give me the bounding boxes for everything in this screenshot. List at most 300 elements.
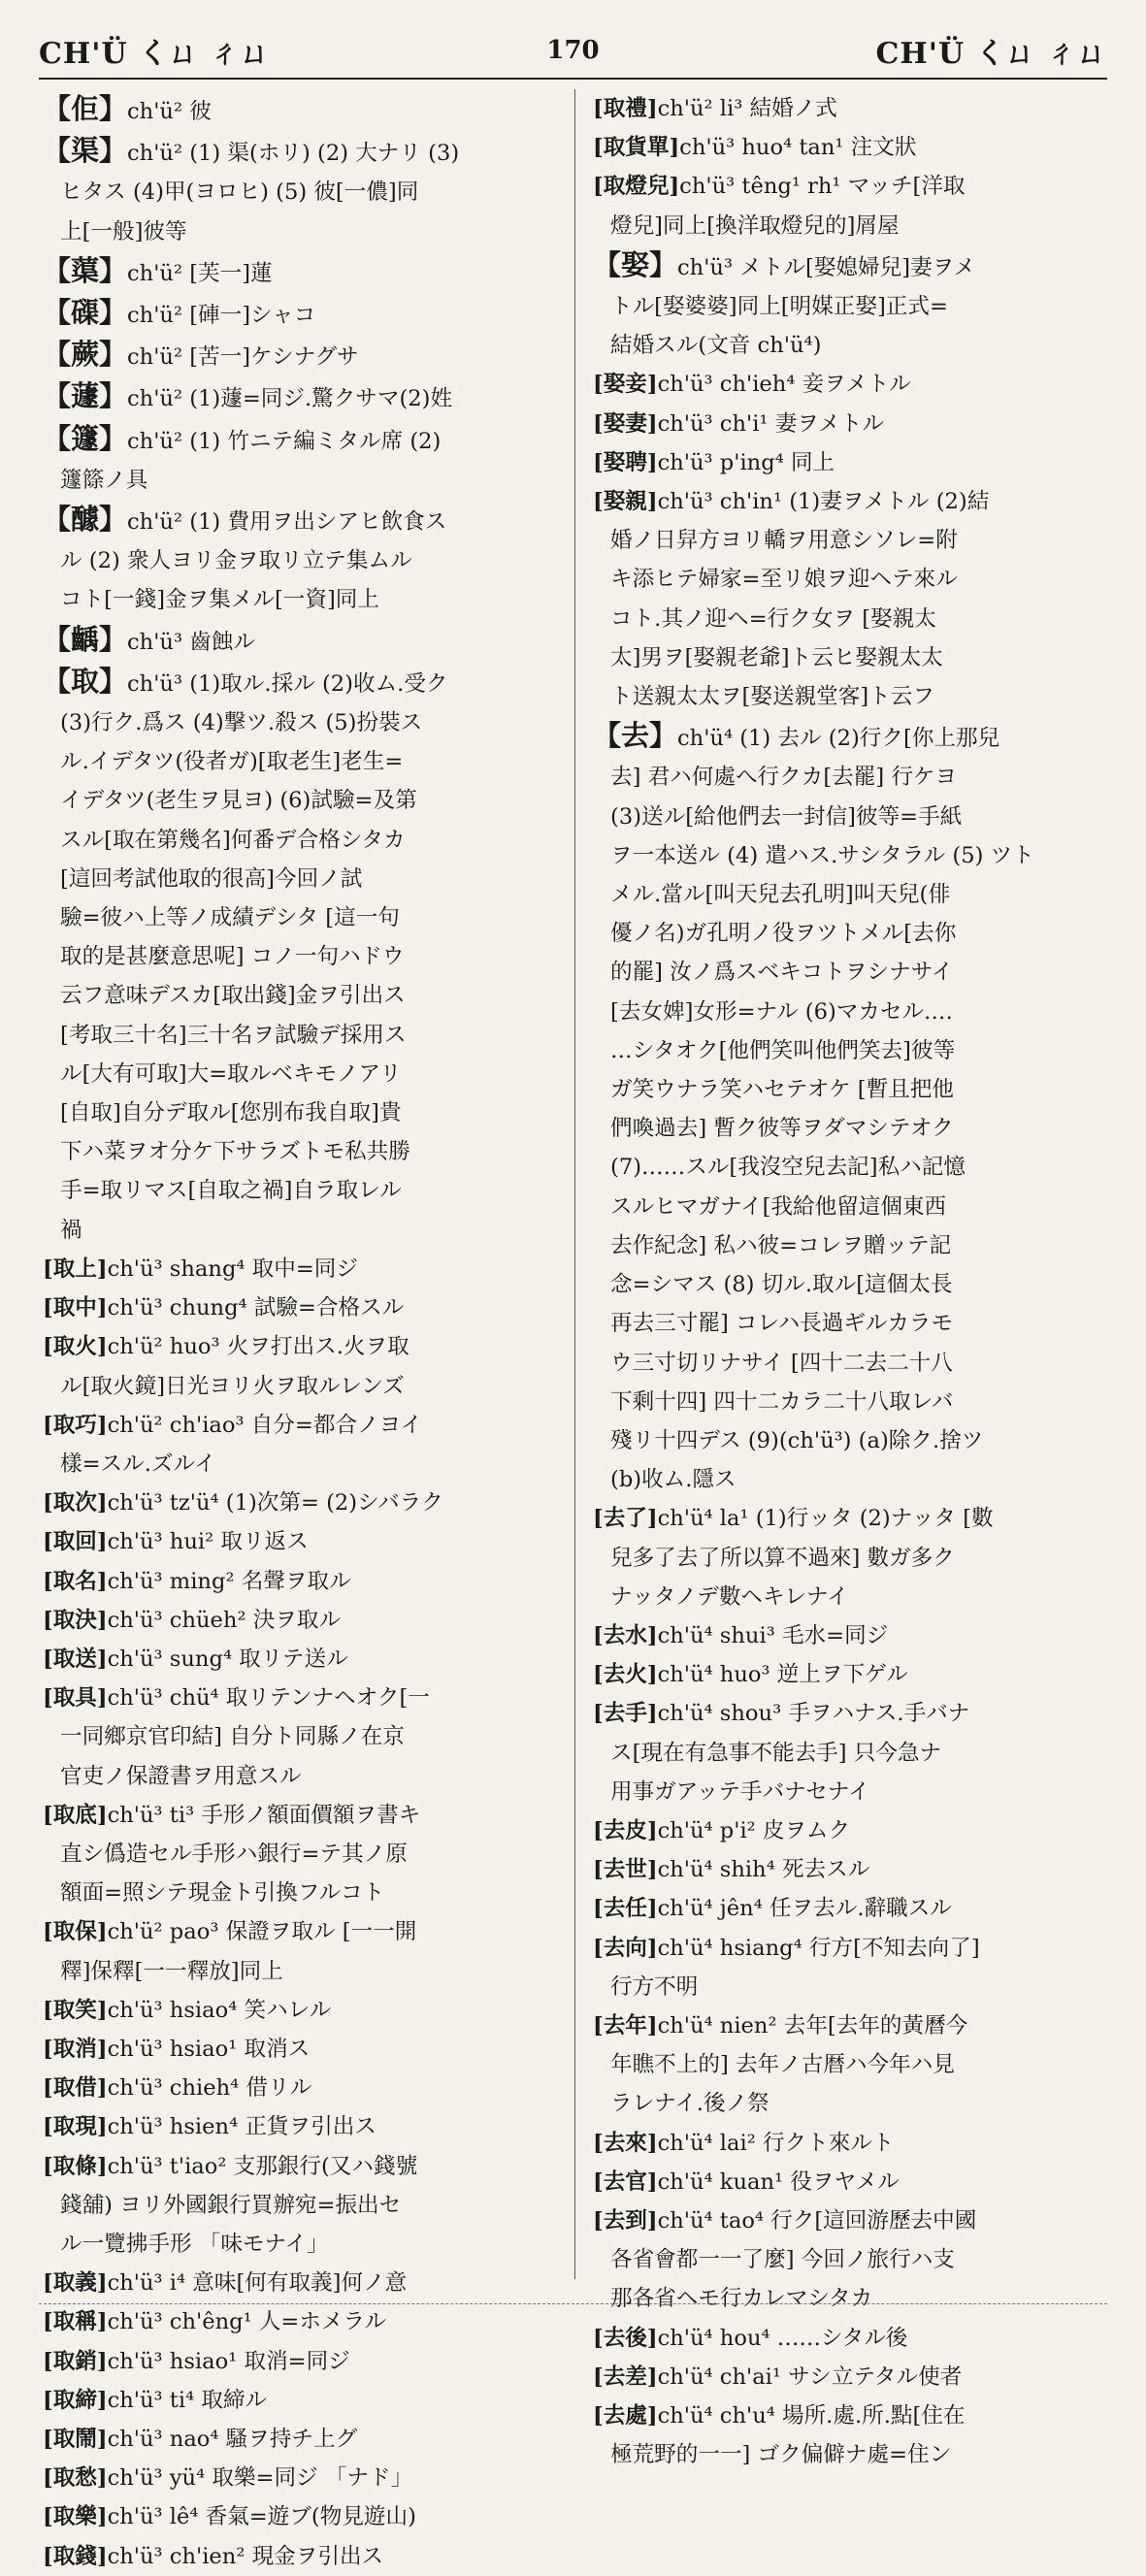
entry-headword: 【蕨】: [43, 338, 128, 372]
dictionary-entry: [43, 1640, 563, 1679]
entry-continuation-line: [593, 1031, 1113, 1070]
entry-continuation-line: [43, 461, 563, 500]
entry-text: 殘リ十四デス (9)(ch'ü³) (a)除ク.捨ツ: [610, 1427, 984, 1453]
entry-continuation-line: [43, 1093, 563, 1132]
entry-continuation-line: [43, 821, 563, 860]
entry-text: 一同鄉京官印結] 自分ト同縣ノ在京: [60, 1724, 405, 1750]
entry-continuation-line: [593, 914, 1113, 953]
entry-headword: [取次]: [43, 1490, 108, 1516]
entry-continuation-line: [593, 326, 1113, 365]
entry-first-line: [43, 2302, 563, 2341]
entry-first-line: [43, 1912, 563, 1951]
entry-continuation-line: [43, 703, 563, 742]
entry-first-line: [43, 1796, 563, 1835]
entry-first-line: [593, 2163, 1113, 2201]
dictionary-entry: [43, 251, 563, 293]
entry-first-line: [43, 335, 563, 376]
dictionary-entry: [43, 1327, 563, 1405]
entry-text: ル.イデタツ(役者ガ)[取老生]老生=: [60, 749, 404, 775]
entry-continuation-line: [43, 1445, 563, 1484]
entry-first-line: [593, 365, 1113, 404]
entry-continuation-line: [43, 1874, 563, 1912]
entry-headword: [取愁]: [43, 2465, 108, 2492]
entry-text: ch'ü³ chieh⁴ 借リル: [107, 2075, 312, 2102]
entry-first-line: [593, 167, 1113, 206]
dictionary-entry: [43, 2107, 563, 2146]
entry-continuation-line: [593, 798, 1113, 836]
entry-text: ch'ü³ ch'ien² 現金ヲ引出ス: [107, 2543, 384, 2569]
entry-first-line: [43, 419, 563, 461]
entry-text: ch'ü² [苦一]ケシナグサ: [127, 344, 359, 371]
entry-first-line: [593, 1694, 1113, 1733]
dictionary-entry: [593, 1655, 1113, 1694]
dictionary-entry: [593, 2358, 1113, 2397]
entry-text: 各省會都一一了麼] 今回ノ旅行ハ支: [610, 2247, 955, 2273]
entry-continuation-line: [593, 600, 1113, 638]
dictionary-entry: [43, 2459, 563, 2497]
entry-first-line: [593, 1811, 1113, 1850]
dictionary-entry: [43, 293, 563, 335]
entry-headword: [取禮]: [593, 96, 658, 121]
entry-text: ch'ü⁴ shui³ 毛水=同ジ: [657, 1622, 889, 1648]
dictionary-entry: [43, 2030, 563, 2069]
dictionary-entry: [43, 2342, 563, 2381]
entry-first-line: [593, 1850, 1113, 1889]
dictionary-entry: [43, 500, 563, 620]
entry-continuation-line: [43, 541, 563, 580]
dictionary-entry: [593, 2006, 1113, 2124]
entry-first-line: [43, 2537, 563, 2576]
entry-headword: [娶聘]: [593, 449, 658, 475]
entry-text: ch'ü² (1) 渠(ホリ) (2) 大ナリ (3): [127, 141, 460, 167]
entry-first-line: [593, 716, 1113, 758]
entry-first-line: [43, 1327, 563, 1366]
dictionary-entry: [43, 2302, 563, 2341]
entry-first-line: [593, 1499, 1113, 1538]
entry-headword: [取名]: [43, 1568, 108, 1594]
entry-first-line: [43, 1991, 563, 2030]
dictionary-entry: [43, 662, 563, 1250]
dictionary-entry: [43, 335, 563, 376]
entry-first-line: [593, 2319, 1113, 2358]
entry-first-line: [43, 251, 563, 293]
entry-text: ch'ü⁴ tao⁴ 行ク[這回游歷去中國: [657, 2207, 977, 2234]
entry-continuation-line: [593, 560, 1113, 599]
entry-continuation-line: [593, 875, 1113, 914]
dictionary-entry: [593, 2124, 1113, 2163]
entry-continuation-line: [593, 1539, 1113, 1578]
entry-text: ル[大有可取]大=取ルベキモノアリ: [60, 1060, 402, 1087]
entry-headword: [去水]: [593, 1622, 658, 1648]
dictionary-entry: [43, 131, 563, 251]
entry-headword: [取送]: [43, 1646, 108, 1672]
entry-text: 極荒野的一一] ゴク偏僻ナ處=住ン: [610, 2442, 952, 2468]
entry-first-line: [43, 293, 563, 335]
entry-continuation-line: [593, 2084, 1113, 2123]
entry-text: ch'ü⁴ ch'ai¹ サシ立テタル使者: [657, 2364, 963, 2390]
entry-first-line: [43, 1406, 563, 1445]
entry-text: ル[取火鏡]日光ヨリ火ヲ取ルレンズ: [60, 1373, 405, 1399]
entry-text: ch'ü⁴ shou³ 手ヲハナス.手バナ: [657, 1701, 970, 1727]
entry-text: ch'ü² (1) 竹ニテ編ミタル席 (2): [127, 428, 442, 454]
footer-rule: [39, 2303, 1107, 2304]
entry-headword: [取笑]: [43, 1997, 108, 2023]
entry-headword: [取燈兒]: [593, 174, 680, 200]
entry-first-line: [43, 1484, 563, 1522]
entry-text: イデタツ(老生ヲ見ヨ) (6)試驗=及第: [60, 788, 417, 814]
entry-text: キ添ヒテ婦家=至リ娘ヲ迎ヘテ來ル: [610, 567, 958, 593]
dictionary-entry: [593, 2397, 1113, 2474]
dictionary-entry: [43, 1406, 563, 1484]
entry-first-line: [593, 1929, 1113, 1968]
entry-text: ch'ü³ lê⁴ 香氣=遊ブ(物見遊山): [107, 2504, 416, 2530]
entry-text: ch'ü⁴ ch'u⁴ 場所.處.所.點[住在: [657, 2402, 966, 2429]
entry-text: ル (2) 衆人ヨリ金ヲ取リ立テ集ムル: [60, 548, 412, 574]
entry-first-line: [43, 2030, 563, 2069]
entry-first-line: [43, 131, 563, 173]
entry-text: ル一覽拂手形 「味モナイ」: [60, 2231, 329, 2257]
entry-headword: [去了]: [593, 1506, 658, 1532]
dictionary-entry: [593, 167, 1113, 245]
entry-text: ガ笑ウナラ笑ハセテオケ [暫且把他: [610, 1077, 954, 1103]
entry-text: ch'ü³ hsiao¹ 取消=同ジ: [107, 2348, 350, 2374]
entry-headword: 【佢】: [43, 92, 128, 125]
entry-headword: 【蕖】: [43, 253, 128, 287]
entry-headword: [去火]: [593, 1662, 658, 1688]
entry-text: ラレナイ.後ノ祭: [610, 2091, 769, 2117]
entry-text: ch'ü² huo³ 火ヲ打出ス.火ヲ取: [107, 1334, 409, 1360]
entry-text: 官吏ノ保證書ヲ用意スル: [60, 1763, 302, 1789]
entry-text: 取的是甚麼意思呢] コノ一句ハドウ: [60, 944, 405, 970]
entry-first-line: [43, 1250, 563, 1288]
entry-continuation-line: [593, 1188, 1113, 1226]
entry-continuation-line: [593, 953, 1113, 992]
entry-text: 兒多了去了所以算不過來] 數ガ多ク: [610, 1545, 955, 1571]
entry-text: 去作紀念] 私ハ彼=コレヲ贈ッテ記: [610, 1232, 952, 1258]
entry-first-line: [593, 443, 1113, 482]
entry-text: 去] 君ハ何處へ行クカ[去罷] 行ケヨ: [610, 765, 958, 791]
entry-text: 那各省ヘモ行カレマシタカ: [610, 2286, 873, 2312]
entry-text: ch'ü³ yü⁴ 取樂=同ジ 「ナド」: [107, 2465, 413, 2492]
entry-continuation-line: [43, 898, 563, 937]
entry-headword: [取稱]: [43, 2309, 108, 2335]
entry-continuation-line: [593, 1148, 1113, 1187]
entry-continuation-line: [593, 1734, 1113, 1773]
entry-text: [這回考試他取的很高]今回ノ試: [60, 865, 363, 892]
entry-text: ch'ü³ ch'êng¹ 人=ホメラル: [107, 2309, 387, 2335]
running-head-left: CH'Ü くㄩ ㄔㄩ: [39, 37, 271, 71]
entry-continuation-line: [593, 1968, 1113, 2006]
dictionary-entry: [593, 89, 1113, 128]
entry-text: 再去三寸罷] コレハ長過ギルカラモ: [610, 1311, 954, 1337]
entry-text: 額面=照シテ現金ト引換フルコト: [60, 1880, 385, 1907]
entry-continuation-line: [593, 1421, 1113, 1460]
dictionary-entry: [43, 2381, 563, 2420]
entry-text: ch'ü⁴ nien² 去年[去年的黃曆今: [657, 2012, 968, 2038]
entry-continuation-line: [593, 2435, 1113, 2474]
entry-first-line: [593, 482, 1113, 521]
entry-text: 禍: [60, 1217, 82, 1243]
entry-text: ch'ü⁴ shih⁴ 死去スル: [657, 1857, 870, 1883]
entry-text: ch'ü² li³ 結婚ノ式: [657, 96, 837, 121]
entry-first-line: [43, 1562, 563, 1601]
entry-text: ch'ü⁴ jên⁴ 任ヲ去ル.辭職スル: [657, 1896, 952, 1922]
entry-text: ch'ü³ i⁴ 意味[何有取義]何ノ意: [107, 2270, 408, 2297]
entry-text: ch'ü⁴ p'i² 皮ヲムク: [657, 1817, 851, 1843]
entry-text: 結婚スル(文音 ch'ü⁴): [610, 333, 822, 359]
entry-first-line: [593, 1616, 1113, 1655]
dictionary-entry: [43, 376, 563, 418]
entry-first-line: [593, 1889, 1113, 1928]
entry-headword: [取現]: [43, 2114, 108, 2140]
dictionary-entry: [43, 2264, 563, 2302]
entry-text: ch'ü³ chung⁴ 試驗=合格スル: [107, 1295, 405, 1321]
entry-first-line: [43, 2069, 563, 2107]
entry-text: 燈兒]同上[換洋取燈兒的]屑屋: [610, 212, 900, 239]
dictionary-entry: [593, 1811, 1113, 1850]
entry-text: ch'ü⁴ lai² 行クト來ルト: [657, 2130, 895, 2156]
entry-text: ch'ü³ ch'i¹ 妻ヲメトル: [657, 410, 884, 437]
entry-text: 們喚過去] 暫ク彼等ヲダマシテオク: [610, 1116, 954, 1142]
entry-text: ch'ü⁴ kuan¹ 役ヲヤメル: [657, 2168, 900, 2195]
entry-continuation-line: [43, 2225, 563, 2264]
entry-continuation-line: [593, 1773, 1113, 1811]
entry-text: ch'ü² 彼: [127, 99, 212, 124]
entry-first-line: [43, 500, 563, 541]
entry-continuation-line: [593, 993, 1113, 1031]
entry-first-line: [593, 405, 1113, 443]
entry-first-line: [593, 245, 1113, 287]
entry-continuation-line: [593, 1578, 1113, 1616]
entry-text: (b)收ム.隱ス: [610, 1467, 737, 1493]
dictionary-entry: [43, 89, 563, 131]
entry-text: 用事ガアッテ手バナセナイ: [610, 1778, 870, 1805]
entry-continuation-line: [593, 1070, 1113, 1109]
entry-headword: [取借]: [43, 2075, 108, 2102]
entry-text: ch'ü³ t'iao² 支那銀行(又ハ錢號: [107, 2153, 418, 2179]
entry-text: 手=取リマス[自取之禍]自ラ取レル: [60, 1178, 402, 1204]
entry-first-line: [43, 2459, 563, 2497]
dictionary-entry: [43, 1484, 563, 1522]
entry-headword: [取條]: [43, 2153, 108, 2179]
dictionary-entry: [593, 128, 1113, 167]
dictionary-entry: [43, 1288, 563, 1327]
entry-text: 錢舖) ヨリ外國銀行買辦宛=振出セ: [60, 2192, 402, 2218]
entry-first-line: [43, 2497, 563, 2536]
dictionary-entry: [593, 405, 1113, 443]
entry-headword: 【取】: [43, 664, 128, 698]
entry-continuation-line: [593, 1265, 1113, 1304]
entry-text: ch'ü³ hsien⁴ 正貨ヲ引出ス: [107, 2114, 377, 2140]
entry-headword: 【渠】: [43, 134, 128, 168]
entry-text: ch'ü³ (1)取ル.採ル (2)收ム.受ク: [127, 670, 448, 697]
entry-first-line: [43, 2381, 563, 2420]
entry-text: コト[一錢]金ヲ集メル[一資]同上: [60, 587, 379, 613]
entry-text: ch'ü³ ch'in¹ (1)妻ヲメトル (2)結: [657, 489, 990, 515]
entry-headword: [娶妻]: [593, 410, 658, 437]
dictionary-entry: [43, 1912, 563, 1990]
entry-headword: [取底]: [43, 1802, 108, 1828]
entry-text: 太]男ヲ[娶親老爺]ト云ヒ娶親太太: [610, 644, 943, 670]
entry-headword: [取錢]: [43, 2543, 108, 2569]
entry-text: ch'ü³ ch'ieh⁴ 妾ヲメトル: [657, 372, 911, 398]
entry-continuation-line: [593, 1304, 1113, 1343]
entry-continuation-line: [43, 1132, 563, 1171]
entry-text: ch'ü² [硨一]シャコ: [127, 303, 316, 329]
entry-continuation-line: [43, 1757, 563, 1796]
entry-headword: [娶妾]: [593, 372, 658, 398]
entry-headword: [去處]: [593, 2402, 658, 2429]
header-rule: [39, 78, 1107, 80]
entry-continuation-line: [43, 860, 563, 898]
entry-continuation-line: [593, 207, 1113, 245]
entry-headword: 【齲】: [43, 622, 128, 656]
dictionary-entry: [593, 1616, 1113, 1655]
entry-text: ch'ü⁴ huo³ 逆上ヲ下ゲル: [657, 1662, 908, 1688]
entry-continuation-line: [593, 1109, 1113, 1148]
entry-text: ch'ü³ tz'ü⁴ (1)次第= (2)シバラク: [107, 1490, 443, 1516]
entry-text: ch'ü⁴ hsiang⁴ 行方[不知去向了]: [657, 1935, 980, 1961]
entry-continuation-line: [593, 287, 1113, 326]
dictionary-entry: [43, 419, 563, 500]
dictionary-entry: [593, 1850, 1113, 1889]
entry-text: ch'ü³ ti⁴ 取締ル: [107, 2387, 268, 2413]
entry-first-line: [43, 1640, 563, 1679]
entry-text: …シタオク[他們笑叫他們笑去]彼等: [610, 1037, 956, 1063]
entry-text: ch'ü³ hsiao⁴ 笑ハレル: [107, 1997, 332, 2023]
entry-continuation-line: [593, 677, 1113, 716]
dictionary-entry: [43, 2537, 563, 2576]
entry-text: ch'ü³ hsiao¹ 取消ス: [107, 2036, 311, 2062]
entry-first-line: [43, 1288, 563, 1327]
entry-headword: [取締]: [43, 2387, 108, 2413]
entry-text: ヒタス (4)甲(ヨロヒ) (5) 彼[一儂]同: [60, 179, 419, 206]
entry-text: 行方不明: [610, 1973, 699, 2000]
dictionary-entry: [43, 1601, 563, 1640]
entry-first-line: [43, 1679, 563, 1717]
entry-headword: 【磲】: [43, 296, 128, 330]
entry-text: 念=シマス (8) 切ル.取ル[這個太長: [610, 1272, 953, 1298]
entry-text: ch'ü⁴ hou⁴ ……シタル後: [657, 2325, 908, 2351]
entry-text: スルヒマガナイ[我給他留這個東西: [610, 1193, 947, 1220]
entry-text: (3)行ク.爲ス (4)撃ツ.殺ス (5)扮裝ス: [60, 710, 423, 736]
dictionary-entry: [593, 443, 1113, 482]
entry-text: ch'ü² (1) 費用ヲ出シアヒ飲食ス: [127, 509, 447, 536]
dictionary-entry: [43, 1991, 563, 2030]
entry-text: スル[取在第幾名]何番デ合格シタカ: [60, 827, 406, 853]
entry-text: ch'ü² ch'iao³ 自分=都合ノヨイ: [107, 1412, 423, 1438]
dictionary-entry: [593, 1929, 1113, 2006]
entry-headword: 【蘧】: [43, 379, 128, 413]
entry-first-line: [43, 662, 563, 703]
dictionary-entry: [43, 1679, 563, 1796]
entry-continuation-line: [593, 521, 1113, 560]
entry-headword: [取貨單]: [593, 135, 680, 161]
entry-text: 年瞧不上的] 去年ノ古暦ハ今年ハ見: [610, 2052, 955, 2078]
entry-first-line: [593, 2006, 1113, 2045]
entry-first-line: [43, 1601, 563, 1640]
entry-text: ch'ü³ nao⁴ 騷ヲ持チ上グ: [107, 2426, 358, 2452]
entry-headword: [取巧]: [43, 1412, 108, 1438]
entry-text: 籧篨ノ具: [60, 467, 148, 493]
entry-text: [自取]自分デ取ル[您別布我自取]貴: [60, 1100, 402, 1126]
entry-first-line: [593, 2124, 1113, 2163]
entry-first-line: [593, 2358, 1113, 2397]
dictionary-entry: [593, 1499, 1113, 1616]
entry-text: ch'ü² pao³ 保證ヲ取ル [一一開: [107, 1919, 417, 1945]
dictionary-entry: [43, 1562, 563, 1601]
entry-headword: 【醵】: [43, 503, 128, 537]
dictionary-entry: [593, 716, 1113, 1499]
dictionary-entry: [43, 1250, 563, 1288]
entry-text: ch'ü³ ti³ 手形ノ額面價額ヲ書キ: [107, 1802, 421, 1828]
entry-continuation-line: [43, 1835, 563, 1874]
entry-headword: [去官]: [593, 2168, 658, 2195]
entry-continuation-line: [43, 1717, 563, 1756]
entry-continuation-line: [43, 212, 563, 251]
entry-text: ch'ü³ メトル[娶媳婦兒]妻ヲメ: [677, 254, 976, 280]
entry-text: 下剩十四] 四十二カラ二十八取レバ: [610, 1388, 954, 1415]
entry-headword: [取決]: [43, 1607, 108, 1633]
entry-text: ch'ü³ chüeh² 決ヲ取ル: [107, 1607, 342, 1633]
entry-first-line: [43, 2147, 563, 2186]
entry-continuation-line: [43, 1952, 563, 1991]
entry-headword: [取中]: [43, 1295, 108, 1321]
entry-text: 婚ノ日舁方ヨリ轎ヲ用意シソレ=附: [610, 528, 958, 554]
entry-text: [考取三十名]三十名ヲ試驗デ採用ス: [60, 1022, 407, 1048]
entry-headword: [去任]: [593, 1896, 658, 1922]
entry-text: ch'ü⁴ (1) 去ル (2)行ク[你上那兒: [677, 726, 1000, 752]
entry-first-line: [593, 89, 1113, 128]
entry-headword: [去皮]: [593, 1817, 658, 1843]
entry-text: ch'ü³ p'ing⁴ 同上: [657, 449, 835, 475]
entry-first-line: [43, 89, 563, 131]
dictionary-entry: [43, 1522, 563, 1561]
entry-continuation-line: [43, 580, 563, 619]
entry-first-line: [43, 2107, 563, 2146]
entry-headword: [取具]: [43, 1685, 108, 1712]
entry-text: ch'ü³ chü⁴ 取リテンナヘオク[一: [107, 1685, 430, 1712]
entry-headword: [取保]: [43, 1919, 108, 1945]
entry-text: ch'ü³ hui² 取リ返ス: [107, 1529, 309, 1555]
entry-first-line: [43, 1522, 563, 1561]
entry-text: ch'ü³ 齒蝕ル: [127, 629, 256, 655]
entry-headword: [取鬧]: [43, 2426, 108, 2452]
entry-text: 的罷] 汝ノ爲スベキコトヲシナサイ: [610, 960, 954, 986]
entry-first-line: [43, 2264, 563, 2302]
entry-text: ch'ü⁴ la¹ (1)行ッタ (2)ナッタ [數: [657, 1506, 994, 1532]
entry-text: [去女婢]女形=ナル (6)マカセル.…: [610, 998, 953, 1025]
entry-continuation-line: [593, 2279, 1113, 2318]
entry-continuation-line: [43, 1016, 563, 1055]
dictionary-entry: [43, 2147, 563, 2265]
entry-headword: [去到]: [593, 2207, 658, 2234]
entry-first-line: [43, 2420, 563, 2459]
entry-continuation-line: [593, 2240, 1113, 2279]
dictionary-entry: [593, 1694, 1113, 1811]
entry-first-line: [43, 2342, 563, 2381]
dictionary-entry: [593, 245, 1113, 366]
entry-headword: [取銷]: [43, 2348, 108, 2374]
entry-headword: [取火]: [43, 1334, 108, 1360]
entry-headword: [取回]: [43, 1529, 108, 1555]
entry-continuation-line: [593, 2045, 1113, 2084]
entry-first-line: [43, 620, 563, 662]
entry-first-line: [593, 1655, 1113, 1694]
entry-text: ch'ü³ huo⁴ tan¹ 注文狀: [679, 135, 917, 161]
entry-text: ch'ü³ ming² 名聲ヲ取ル: [107, 1568, 351, 1594]
entry-continuation-line: [43, 1367, 563, 1406]
